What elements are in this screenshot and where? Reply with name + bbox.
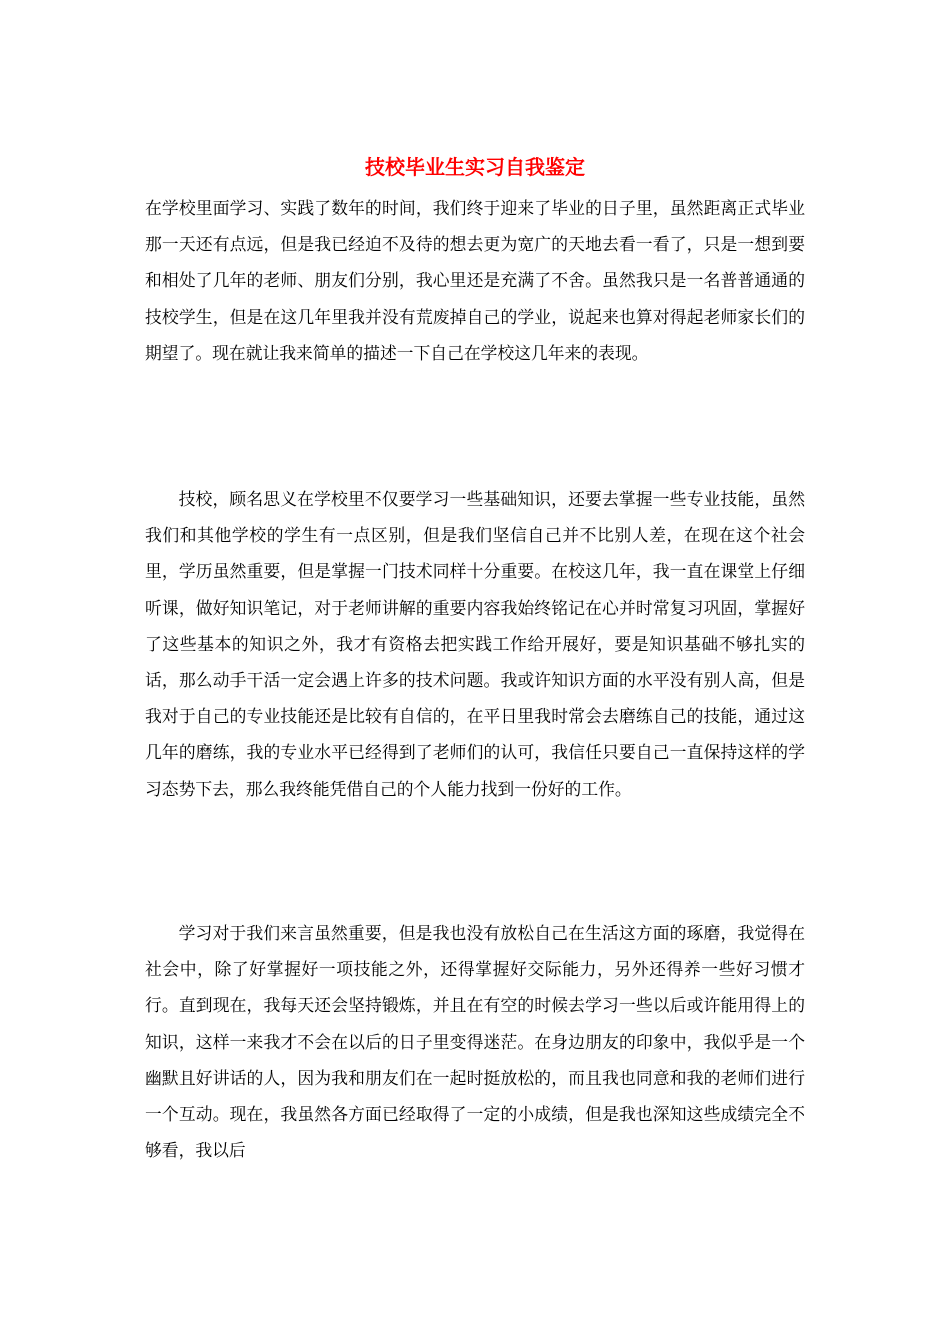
paragraph-life-habits: 学习对于我们来言虽然重要，但是我也没有放松自己在生活这方面的琢磨，我觉得在社会中，除了好掌握好一项技能之外，还得掌握好交际能力，另外还得养一些好习惯才行。直到现在，我每天还会坚持锻炼，并且在有空的时候去学习一些以后或许能用得上的知识，这样一来我才不会在以后的日子里变得迷茫。在身边朋友的印象中，我似乎是一个幽默且好讲话的人，因为我和朋友们在一起时挺放松的，而且我也同意和我的老师们进行一个互动。现在，我虽然各方面已经取得了一定的小成绩，但是我也深知这些成绩完全不够看，我以后 <box>145 923 805 1161</box>
document-title: 技校毕业生实习自我鉴定 <box>365 155 585 179</box>
paragraph-intro: 在学校里面学习、实践了数年的时间，我们终于迎来了毕业的日子里，虽然距离正式毕业那一天还有点远，但是我已经迫不及待的想去更为宽广的天地去看一看了，只是一想到要和相处了几年的老师、朋友们分别，我心里还是充满了不舍。虽然我只是一名普普通通的技校学生，但是在这几年里我并没有荒废掉自己的学业，说起来也算对得起老师家长们的期望了。现在就让我来简单的描述一下自己在学校这几年来的表现。 <box>145 198 805 363</box>
paragraph-technical-skills: 技校，顾名思义在学校里不仅要学习一些基础知识，还要去掌握一些专业技能，虽然我们和其他学校的学生有一点区别，但是我们坚信自己并不比别人差，在现在这个社会里，学历虽然重要，但是掌握一门技术同样十分重要。在校这几年，我一直在课堂上仔细听课，做好知识笔记，对于老师讲解的重要内容我始终铭记在心并时常复习巩固，掌握好了这些基本的知识之外，我才有资格去把实践工作给开展好，要是知识基础不够扎实的话，那么动手干活一定会遇上许多的技术问题。我或许知识方面的水平没有别人高，但是我对于自己的专业技能还是比较有自信的，在平日里我时常会去磨练自己的技能，通过这几年的磨练，我的专业水平已经得到了老师们的认可，我信任只要自己一直保持这样的学习态势下去，那么我终能凭借自己的个人能力找到一份好的工作。 <box>145 489 805 799</box>
